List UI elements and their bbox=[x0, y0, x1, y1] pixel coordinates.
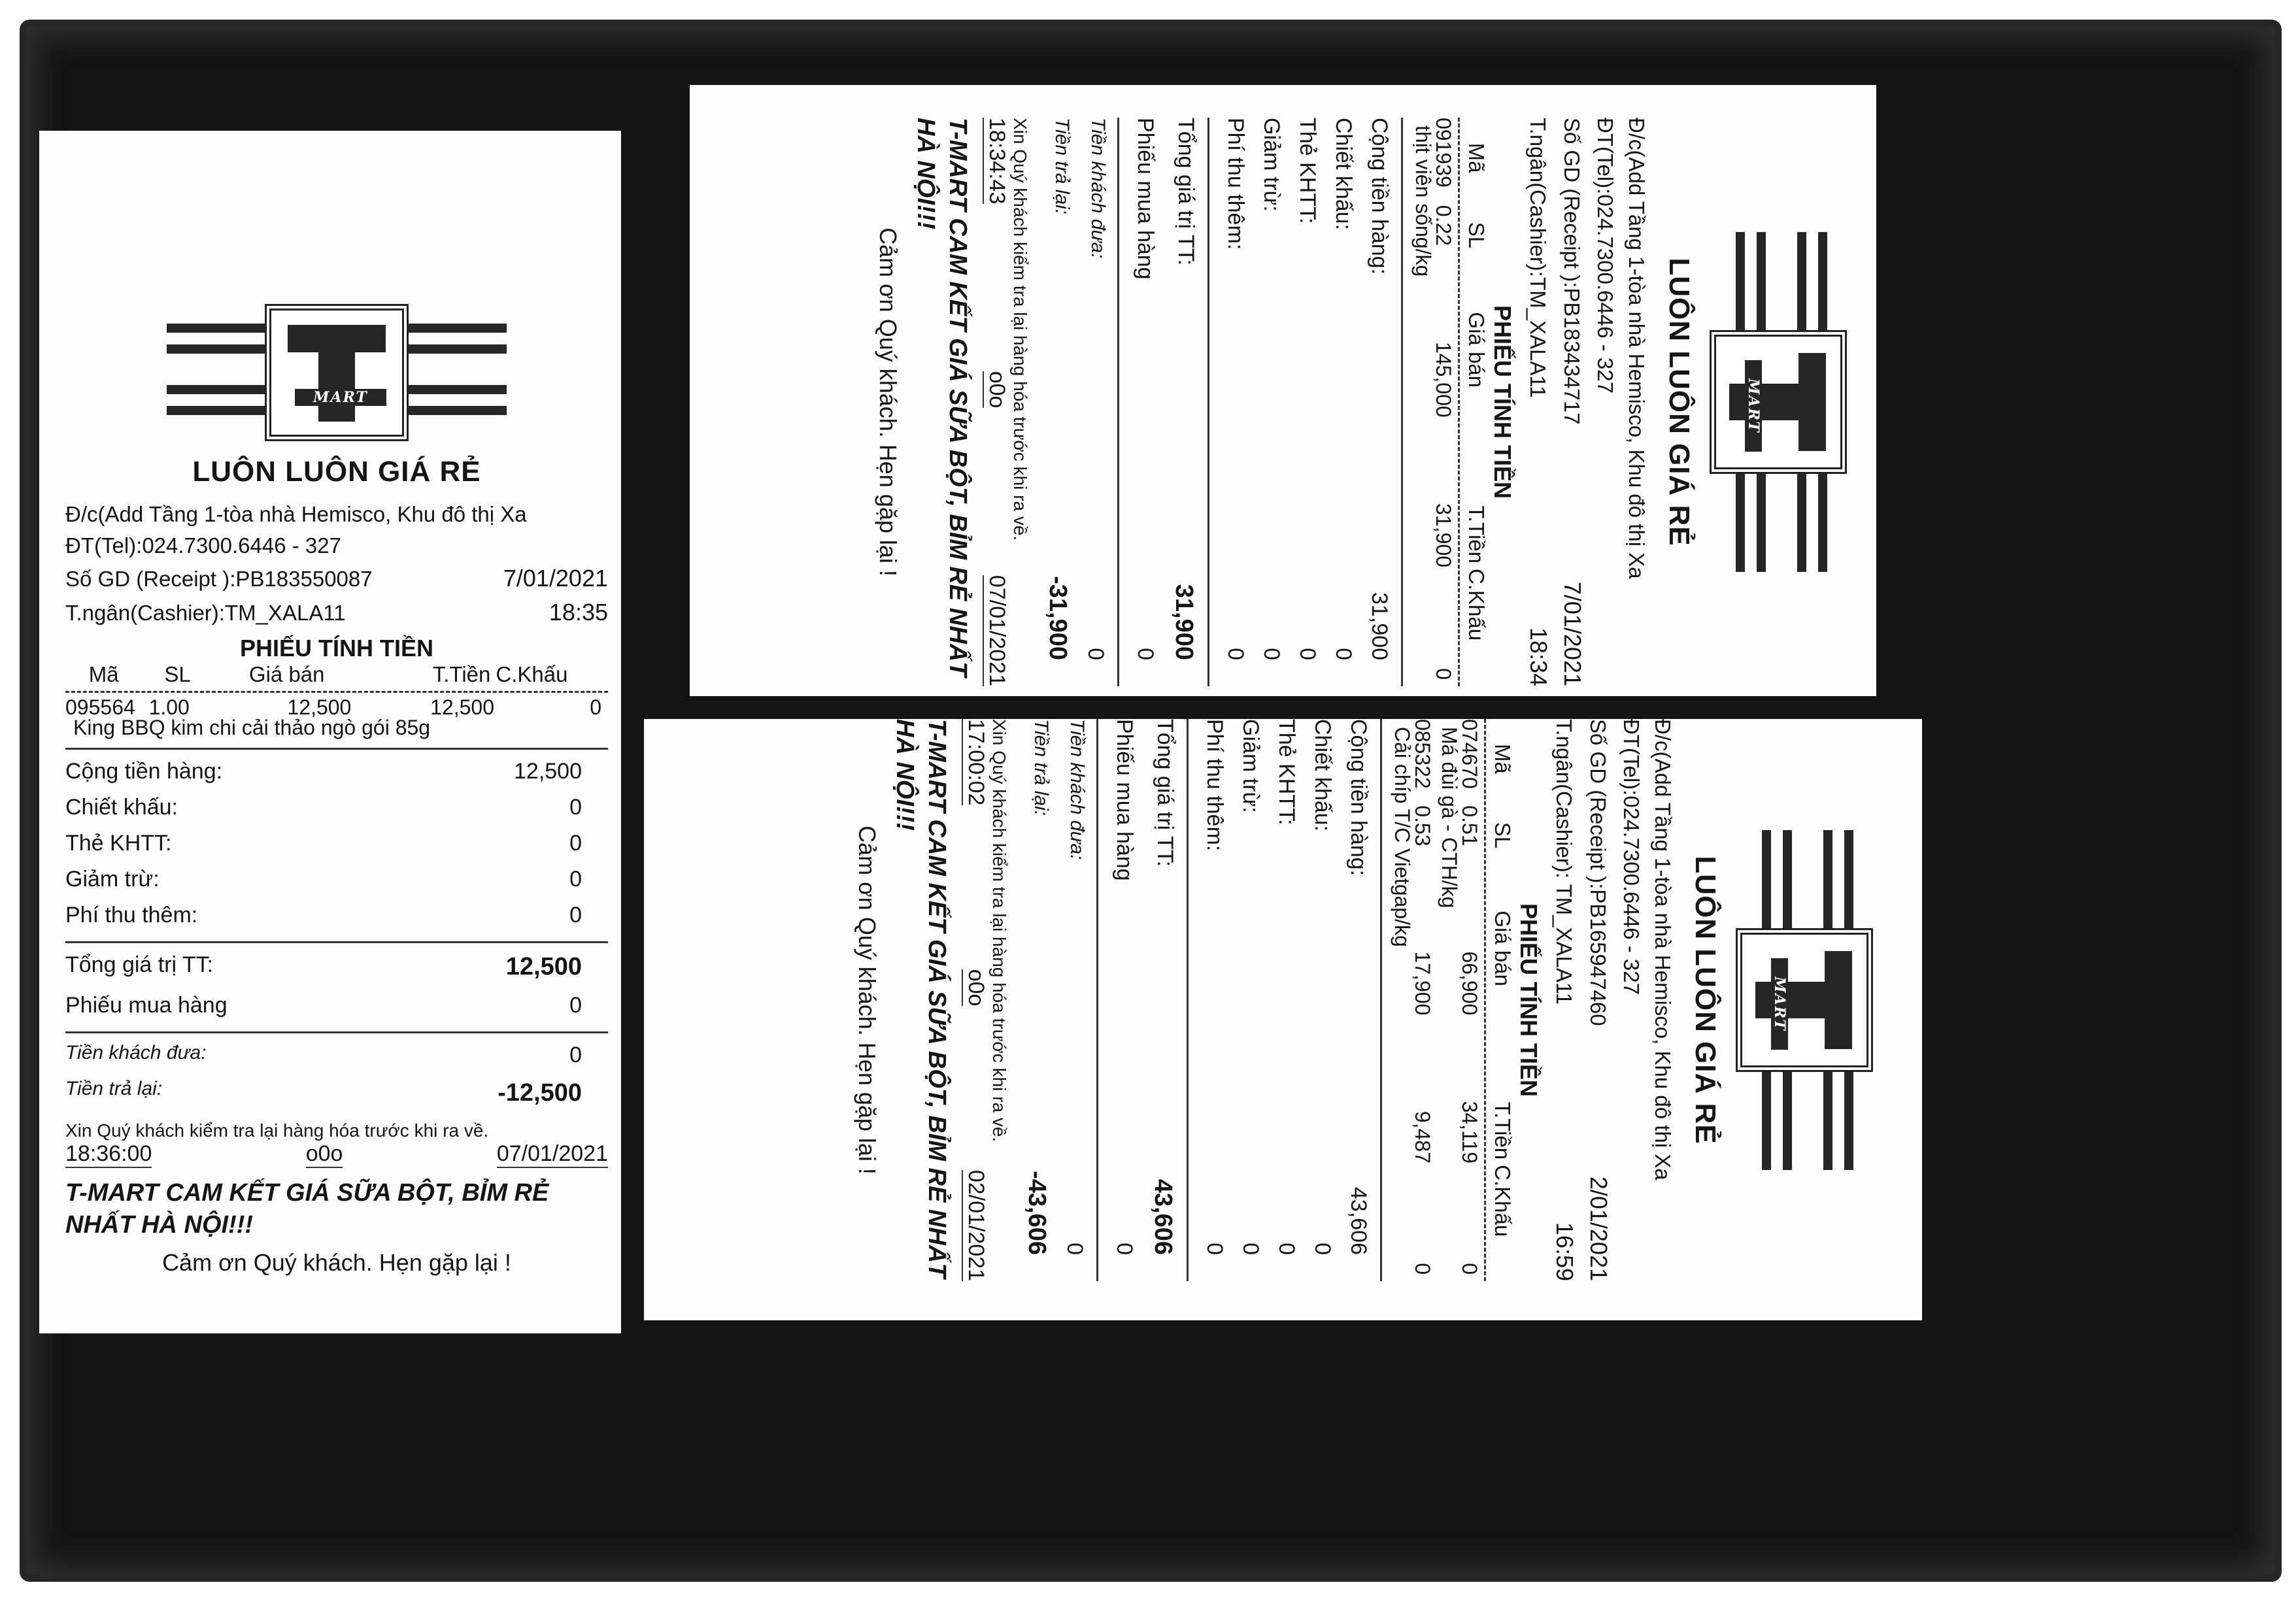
change-label: Tiền trả lại: bbox=[1030, 719, 1052, 816]
discount-label: Chiết khấu: bbox=[1330, 118, 1356, 230]
item-discount: 0 bbox=[1457, 1263, 1481, 1275]
deduction-value: 0 bbox=[1258, 648, 1284, 660]
tmart-logo bbox=[1710, 232, 1847, 572]
item-name: thịt viên sống/kg bbox=[1411, 125, 1435, 277]
slogan: LUÔN LUÔN GIÁ RẺ bbox=[1663, 258, 1695, 546]
item-code: 091939 bbox=[1431, 118, 1455, 188]
commitment-text: T-MART CAM KẾT GIÁ SỮA BỘT, BỈM RẺ NHẤT HÀ NỘI!!! bbox=[911, 118, 972, 677]
item-code: 074670 bbox=[1457, 719, 1481, 789]
item-list bbox=[65, 695, 608, 740]
total-value: 43,606 bbox=[1149, 1178, 1177, 1255]
change-label: Tiền trả lại: bbox=[65, 1078, 163, 1100]
discount-value: 0 bbox=[569, 795, 582, 820]
discount-value: 0 bbox=[1330, 648, 1356, 660]
item-table-header bbox=[1458, 118, 1489, 686]
subtotal-label: Cộng tiền hàng: bbox=[1366, 118, 1392, 275]
item-row bbox=[65, 695, 608, 740]
receipt-date: 7/01/2021 bbox=[503, 564, 608, 592]
cash-paid-label: Tiền khách đưa: bbox=[65, 1042, 207, 1064]
receipt-3 bbox=[853, 719, 1873, 1281]
column-header: SL bbox=[1490, 822, 1515, 849]
commitment-text: T-MART CAM KẾT GIÁ SỮA BỘT, BỈM RẺ NHẤT HÀ NỘI!!! bbox=[65, 1178, 549, 1239]
extra-fee-value: 0 bbox=[1202, 1243, 1227, 1255]
total-label: Tổng giá trị TT: bbox=[65, 952, 214, 978]
column-header: Mã bbox=[1490, 743, 1515, 774]
footer-time: 18:34:43 bbox=[983, 118, 1009, 204]
receipt-date: 7/01/2021 bbox=[1559, 581, 1587, 686]
change-value: -31,900 bbox=[1043, 576, 1072, 660]
cashier: T.ngân(Cashier): TM_XALA11 bbox=[1552, 719, 1577, 1005]
voucher-value: 0 bbox=[1112, 1243, 1137, 1255]
extra-fee-label: Phí thu thêm: bbox=[65, 903, 198, 928]
store-address: Đ/c(Add Tầng 1-tòa nhà Hemisco, Khu đô thị Xa bbox=[1651, 719, 1675, 1180]
commitment-text: T-MART CAM KẾT GIÁ SỮA BỘT, BỈM RẺ NHẤT HÀ NỘI!!! bbox=[890, 719, 951, 1278]
item-name: Má đùi gà - CTH/kg bbox=[1437, 727, 1461, 909]
receipt-paper-1 bbox=[39, 131, 621, 1333]
column-header: Mã bbox=[88, 662, 119, 687]
receipt-paper-3 bbox=[644, 719, 1922, 1320]
t-logo-icon: MART bbox=[1710, 330, 1847, 474]
column-header: C.Khấu bbox=[1490, 1165, 1515, 1237]
store-phone: ĐT(Tel):024.7300.6446 - 327 bbox=[1619, 719, 1644, 995]
column-header: Giá bán bbox=[1490, 911, 1515, 986]
voucher-label: Phiếu mua hàng bbox=[1112, 719, 1137, 881]
deduction-label: Giảm trừ: bbox=[1238, 719, 1263, 813]
item-row bbox=[1437, 719, 1481, 1281]
column-header: Giá bán bbox=[248, 662, 325, 687]
t-logo-icon: MART bbox=[1736, 928, 1873, 1072]
discount-value: 0 bbox=[1309, 1243, 1335, 1255]
deduction-label: Giảm trừ: bbox=[65, 867, 160, 892]
discount-label: Chiết khấu: bbox=[65, 795, 178, 820]
footer-timestamp bbox=[983, 118, 1009, 686]
voucher-label: Phiếu mua hàng bbox=[1133, 118, 1158, 280]
column-header: T.Tiền bbox=[1490, 1101, 1515, 1160]
footer-separator: o0o bbox=[962, 969, 988, 1007]
column-header: SL bbox=[164, 662, 191, 687]
item-price: 145,000 bbox=[1431, 342, 1455, 418]
receipt-number: Số GD (Receipt ):PB183434717 bbox=[1560, 118, 1585, 425]
footer-time: 18:36:00 bbox=[65, 1141, 152, 1168]
extra-fee-value: 0 bbox=[1223, 648, 1248, 660]
footer-separator: o0o bbox=[983, 371, 1009, 409]
item-total: 31,900 bbox=[1431, 503, 1455, 567]
receipt-1 bbox=[52, 304, 621, 1277]
subtotal-label: Cộng tiền hàng: bbox=[1345, 719, 1371, 877]
receipt-number: Số GD (Receipt ):PB183550087 bbox=[65, 566, 373, 591]
column-header: SL bbox=[1464, 222, 1489, 249]
tmart-logo bbox=[1736, 830, 1873, 1170]
item-qty: 0.53 bbox=[1410, 805, 1434, 846]
item-row bbox=[1411, 118, 1455, 686]
t-logo-icon: MART bbox=[265, 304, 409, 441]
footer-timestamp bbox=[962, 719, 988, 1281]
item-table-header bbox=[1484, 719, 1515, 1281]
receipt-title: PHIẾU TÍNH TIỀN bbox=[1515, 903, 1542, 1097]
total-label: Tổng giá trị TT: bbox=[1173, 118, 1198, 266]
change-label: Tiền trả lại: bbox=[1051, 118, 1073, 215]
extra-fee-value: 0 bbox=[569, 903, 582, 928]
item-discount: 0 bbox=[1410, 1263, 1434, 1275]
total-value: 31,900 bbox=[1170, 584, 1198, 660]
discount-label: Chiết khấu: bbox=[1309, 719, 1335, 831]
item-qty: 0.22 bbox=[1431, 205, 1455, 246]
column-header: C.Khấu bbox=[1464, 569, 1489, 641]
store-address: Đ/c(Add Tầng 1-tòa nhà Hemisco, Khu đô thị Xa bbox=[1625, 118, 1649, 579]
deduction-label: Giảm trừ: bbox=[1258, 118, 1284, 212]
slogan: LUÔN LUÔN GIÁ RẺ bbox=[1689, 856, 1721, 1145]
column-header: Mã bbox=[1464, 142, 1489, 173]
member-card-value: 0 bbox=[1294, 648, 1320, 660]
item-price: 17,900 bbox=[1410, 951, 1434, 1016]
member-card-value: 0 bbox=[1274, 1243, 1299, 1255]
change-value: -12,500 bbox=[498, 1079, 582, 1107]
cash-paid-label: Tiền khách đưa: bbox=[1066, 719, 1088, 860]
item-code: 085322 bbox=[1410, 719, 1434, 789]
receipt-time: 18:34 bbox=[1525, 627, 1553, 686]
store-address: Đ/c(Add Tầng 1-tòa nhà Hemisco, Khu đô thị Xa bbox=[65, 502, 527, 526]
item-code: 095564 bbox=[65, 695, 135, 720]
total-value: 12,500 bbox=[505, 953, 582, 981]
subtotal-value: 31,900 bbox=[1366, 592, 1392, 660]
footer-time: 17:00:02 bbox=[962, 719, 988, 805]
change-value: -43,606 bbox=[1022, 1171, 1051, 1255]
cashier: T.ngân(Cashier):TM_XALA11 bbox=[1526, 118, 1551, 398]
footer-date: 07/01/2021 bbox=[497, 1141, 608, 1168]
item-total: 12,500 bbox=[430, 695, 495, 720]
cash-paid-value: 0 bbox=[569, 1043, 582, 1068]
item-price: 12,500 bbox=[287, 695, 352, 720]
deduction-value: 0 bbox=[1238, 1243, 1263, 1255]
cashier: T.ngân(Cashier):TM_XALA11 bbox=[65, 600, 346, 625]
tmart-logo bbox=[167, 304, 507, 441]
thank-you-text: Cảm ơn Quý khách. Hẹn gặp lại ! bbox=[853, 826, 881, 1175]
member-card-label: Thẻ KHTT: bbox=[65, 831, 172, 856]
item-table-header bbox=[65, 662, 608, 693]
subtotal-value: 43,606 bbox=[1345, 1187, 1371, 1255]
column-header: C.Khấu bbox=[496, 662, 568, 687]
item-total: 9,487 bbox=[1410, 1111, 1434, 1163]
store-phone: ĐT(Tel):024.7300.6446 - 327 bbox=[1593, 118, 1618, 393]
voucher-label: Phiếu mua hàng bbox=[65, 993, 228, 1018]
extra-fee-label: Phí thu thêm: bbox=[1223, 118, 1248, 250]
item-qty: 1.00 bbox=[148, 695, 190, 720]
footer-date: 02/01/2021 bbox=[962, 1170, 988, 1281]
item-discount: 0 bbox=[590, 695, 602, 720]
extra-fee-label: Phí thu thêm: bbox=[1202, 719, 1227, 852]
store-phone: ĐT(Tel):024.7300.6446 - 327 bbox=[65, 533, 341, 558]
cash-paid-value: 0 bbox=[1062, 1243, 1087, 1255]
receipt-number: Số GD (Receipt ):PB165947460 bbox=[1586, 719, 1611, 1026]
thank-you-text: Cảm ơn Quý khách. Hẹn gặp lại ! bbox=[874, 227, 902, 577]
total-label: Tổng giá trị TT: bbox=[1152, 719, 1177, 867]
item-discount: 0 bbox=[1431, 668, 1455, 680]
slogan: LUÔN LUÔN GIÁ RẺ bbox=[192, 456, 481, 488]
item-list bbox=[1390, 719, 1481, 1281]
receipt-time: 16:59 bbox=[1551, 1222, 1579, 1281]
column-header: T.Tiền bbox=[1464, 505, 1489, 564]
cash-paid-value: 0 bbox=[1083, 648, 1108, 660]
voucher-value: 0 bbox=[1133, 648, 1158, 660]
check-goods-note: Xin Quý khách kiểm tra lại hàng hóa trước khi ra về. bbox=[1010, 118, 1031, 541]
footer-separator: o0o bbox=[306, 1141, 343, 1168]
check-goods-note: Xin Quý khách kiểm tra lại hàng hóa trước khi ra về. bbox=[989, 719, 1010, 1143]
member-card-label: Thẻ KHTT: bbox=[1274, 719, 1299, 826]
member-card-label: Thẻ KHTT: bbox=[1294, 118, 1320, 224]
footer-date: 07/01/2021 bbox=[983, 575, 1009, 686]
item-price: 66,900 bbox=[1457, 951, 1481, 1016]
deduction-value: 0 bbox=[569, 867, 582, 892]
receipt-2 bbox=[874, 118, 1847, 686]
member-card-value: 0 bbox=[569, 831, 582, 856]
check-goods-note: Xin Quý khách kiểm tra lại hàng hóa trước khi ra về. bbox=[65, 1120, 489, 1141]
thank-you-text: Cảm ơn Quý khách. Hẹn gặp lại ! bbox=[162, 1249, 511, 1277]
item-name: King BBQ kim chi cải thảo ngò gói 85g bbox=[73, 716, 431, 740]
receipt-time: 18:35 bbox=[549, 598, 608, 626]
column-header: T.Tiền bbox=[432, 662, 491, 687]
item-qty: 0.51 bbox=[1457, 805, 1481, 846]
column-header: Giá bán bbox=[1464, 312, 1489, 388]
item-row bbox=[1390, 719, 1434, 1281]
cash-paid-label: Tiền khách đưa: bbox=[1087, 118, 1109, 259]
receipt-title: PHIẾU TÍNH TIỀN bbox=[239, 635, 433, 662]
subtotal-label: Cộng tiền hàng: bbox=[65, 759, 223, 784]
footer-timestamp bbox=[65, 1141, 608, 1168]
subtotal-value: 12,500 bbox=[514, 759, 582, 784]
item-list bbox=[1411, 118, 1455, 686]
item-name: Cải chíp T/C Vietgap/kg bbox=[1390, 727, 1414, 947]
receipt-paper-2 bbox=[690, 85, 1876, 696]
item-total: 34,119 bbox=[1457, 1101, 1481, 1163]
receipt-date: 2/01/2021 bbox=[1585, 1176, 1613, 1281]
voucher-value: 0 bbox=[569, 993, 582, 1018]
receipt-title: PHIẾU TÍNH TIỀN bbox=[1489, 305, 1516, 499]
